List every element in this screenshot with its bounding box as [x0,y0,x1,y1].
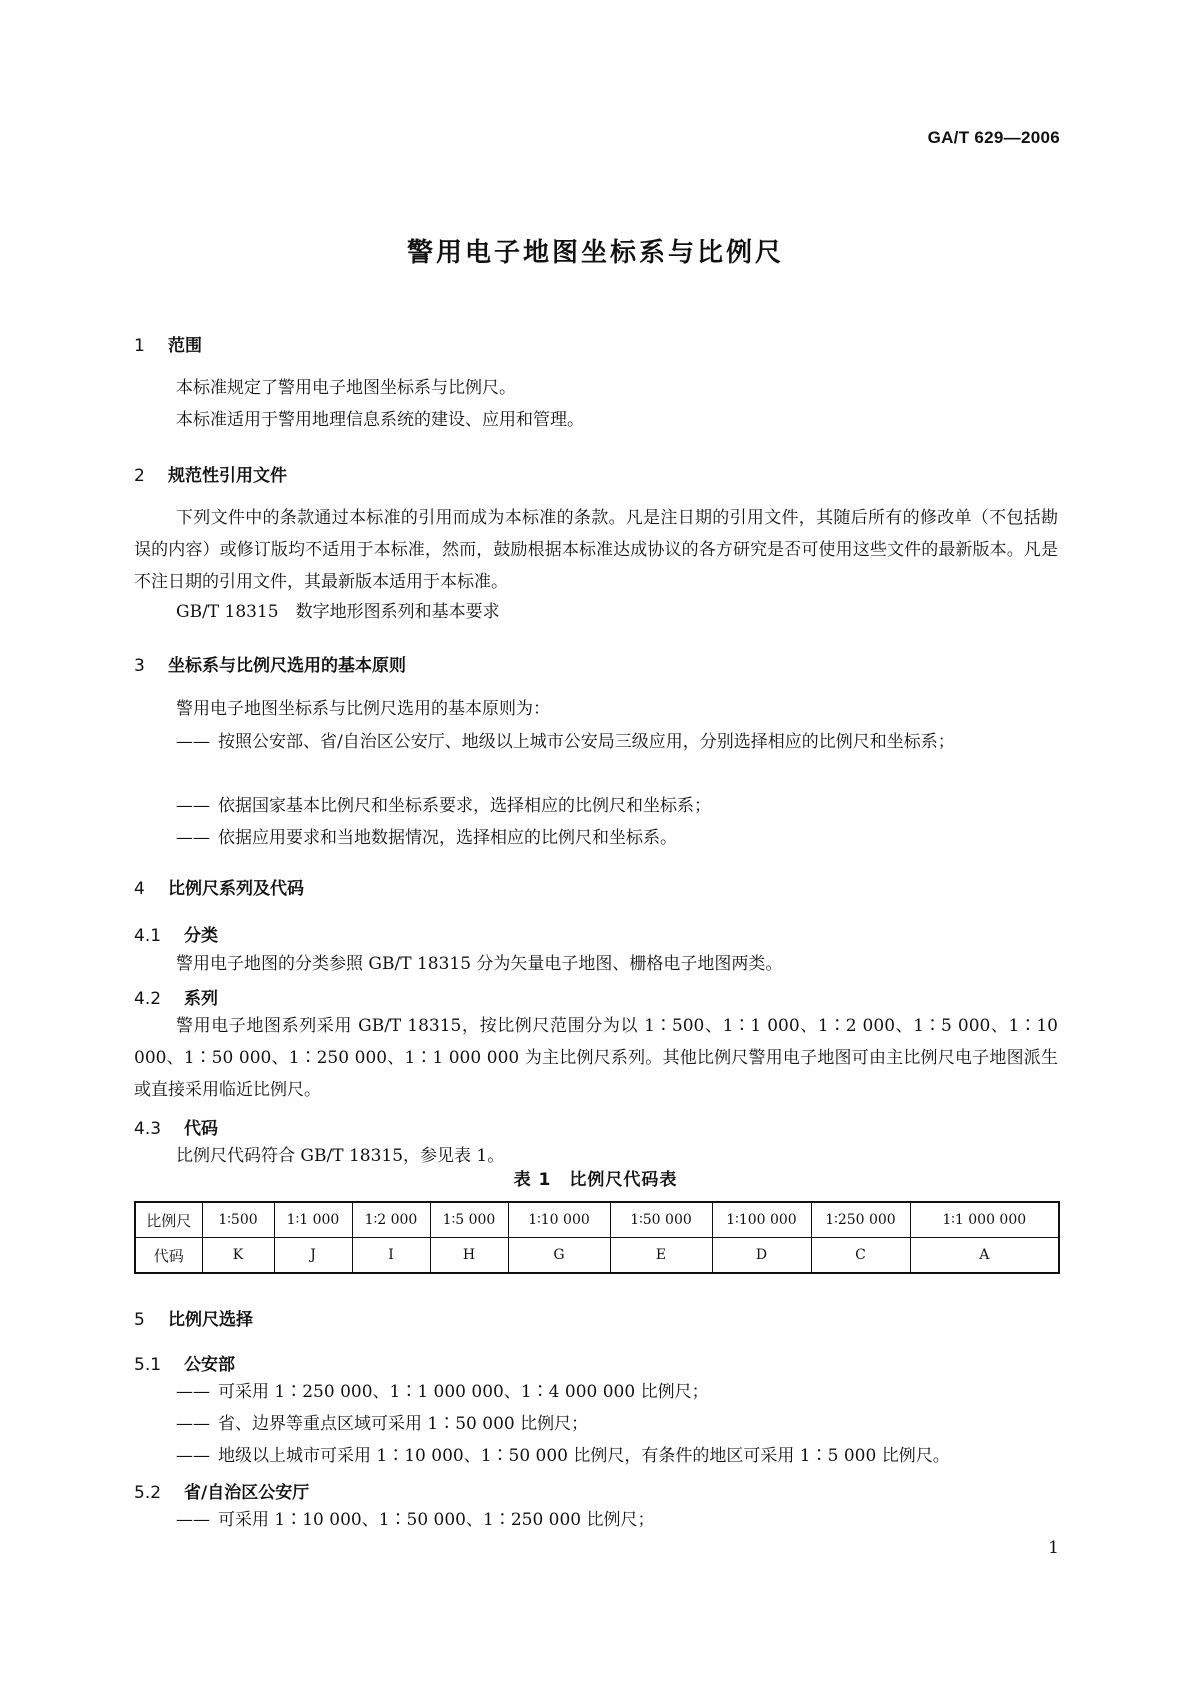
section-title: 公安部 [184,1355,235,1375]
list-text: 按照公安部、省/自治区公安厅、地级以上城市公安局三级应用，分别选择相应的比例尺和坐标系； [218,732,955,752]
section-number: 5.2 [134,1483,162,1503]
subsection-5-2-heading [134,1478,309,1503]
paragraph: 警用电子地图系列采用 GB/T 18315，按比例尺范围分为以 1∶500、1∶1 000、1∶2 000、1∶5 000、1∶10 000、1∶50 000、1∶250 000、1∶1 000 000 为主比例尺系列。其他比例尺警用电子地图可由主比例尺电子地图派生或直接采用临近比例尺。 [134,1016,1058,1100]
section-title: 规范性引用文件 [168,466,287,486]
section-title: 坐标系与比例尺选用的基本原则 [168,656,406,676]
table-cell: H [430,1238,508,1274]
paragraph: 警用电子地图坐标系与比例尺选用的基本原则为： [176,699,550,719]
dash-mark: —— [176,732,210,752]
subsection-5-1-heading [134,1350,235,1375]
section-2-heading [134,461,287,486]
page-number: 1 [1048,1538,1059,1558]
table-cell: 1∶500 [202,1202,274,1238]
section-number: 4.1 [134,926,162,946]
table-cell: C [811,1238,910,1274]
list-text: 可采用 1∶10 000、1∶50 000、1∶250 000 比例尺； [218,1510,655,1530]
table-cell: A [910,1238,1059,1274]
list-item [176,1440,1100,1472]
dash-mark: —— [176,1414,210,1434]
paragraph: 警用电子地图的分类参照 GB/T 18315 分为矢量电子地图、栅格电子地图两类。 [176,954,783,974]
table-caption: 表 1 比例尺代码表 [513,1170,678,1190]
list-item [176,1376,1100,1408]
subsection-4-1-heading [134,921,218,946]
subsection-4-3-heading [134,1114,218,1139]
dash-mark: —— [176,1446,210,1466]
list-item [176,790,1100,822]
table-cell: 1∶2 000 [352,1202,430,1238]
section-title: 范围 [168,336,202,356]
paragraph: 本标准适用于警用地理信息系统的建设、应用和管理。 [176,410,584,430]
standard-code: GA/T 629—2006 [927,128,1060,147]
section-1-heading [134,331,202,356]
table-cell: D [712,1238,811,1274]
section-number: 5.1 [134,1355,162,1375]
reference-item: GB/T 18315 数字地形图系列和基本要求 [176,602,500,622]
list-text: 地级以上城市可采用 1∶10 000、1∶50 000 比例尺，有条件的地区可采用 1∶5 000 比例尺。 [218,1446,950,1466]
section-title: 代码 [184,1119,218,1139]
list-item [176,1408,1100,1440]
section-number: 4.2 [134,989,162,1009]
table-cell: 1∶100 000 [712,1202,811,1238]
dash-mark: —— [176,1510,210,1530]
list-item [176,822,1100,854]
list-text: 可采用 1∶250 000、1∶1 000 000、1∶4 000 000 比例尺； [218,1382,709,1402]
table-row [135,1238,1059,1274]
section-3-heading [134,651,406,676]
section-title: 分类 [184,926,218,946]
table-cell: 1∶1 000 [274,1202,352,1238]
table-cell: I [352,1238,430,1274]
table-cell: 1∶50 000 [610,1202,712,1238]
section-number: 4 [134,879,145,899]
list-text: 依据应用要求和当地数据情况，选择相应的比例尺和坐标系。 [218,828,677,848]
subsection-4-2-heading [134,984,218,1009]
table-cell: G [508,1238,610,1274]
list-text: 依据国家基本比例尺和坐标系要求，选择相应的比例尺和坐标系； [218,796,711,816]
section-title: 系列 [184,989,218,1009]
dash-mark: —— [176,828,210,848]
scale-code-table [134,1201,1060,1274]
table-cell: 1∶1 000 000 [910,1202,1059,1238]
section-number: 2 [134,466,145,486]
section-number: 3 [134,656,145,676]
table-cell: J [274,1238,352,1274]
paragraph: 下列文件中的条款通过本标准的引用而成为本标准的条款。凡是注日期的引用文件，其随后所有的修改单（不包括勘误的内容）或修订版均不适用于本标准，然而，鼓励根据本标准达成协议的各方研究是否可使用这些文件的最新版本。凡是不注日期的引用文件，其最新版本适用于本标准。 [134,508,1058,592]
section-number: 4.3 [134,1119,162,1139]
paragraph: 比例尺代码符合 GB/T 18315，参见表 1。 [176,1146,505,1166]
table-row [135,1202,1059,1238]
row-label: 代码 [135,1238,202,1274]
dash-mark: —— [176,1382,210,1402]
dash-mark: —— [176,796,210,816]
section-4-heading [134,874,304,899]
table-cell: K [202,1238,274,1274]
section-title: 省/自治区公安厅 [184,1483,310,1503]
list-text: 省、边界等重点区域可采用 1∶50 000 比例尺； [218,1414,589,1434]
paragraph: 本标准规定了警用电子地图坐标系与比例尺。 [176,378,516,398]
list-item [176,726,1100,758]
table-cell: 1∶10 000 [508,1202,610,1238]
section-title: 比例尺系列及代码 [168,879,304,899]
document-title: 警用电子地图坐标系与比例尺 [406,238,784,268]
table-cell: 1∶5 000 [430,1202,508,1238]
section-number: 1 [134,336,145,356]
row-label: 比例尺 [135,1202,202,1238]
table-cell: E [610,1238,712,1274]
list-item [176,1504,1100,1536]
section-title: 比例尺选择 [168,1310,253,1330]
table-cell: 1∶250 000 [811,1202,910,1238]
section-5-heading [134,1305,253,1330]
section-number: 5 [134,1310,145,1330]
